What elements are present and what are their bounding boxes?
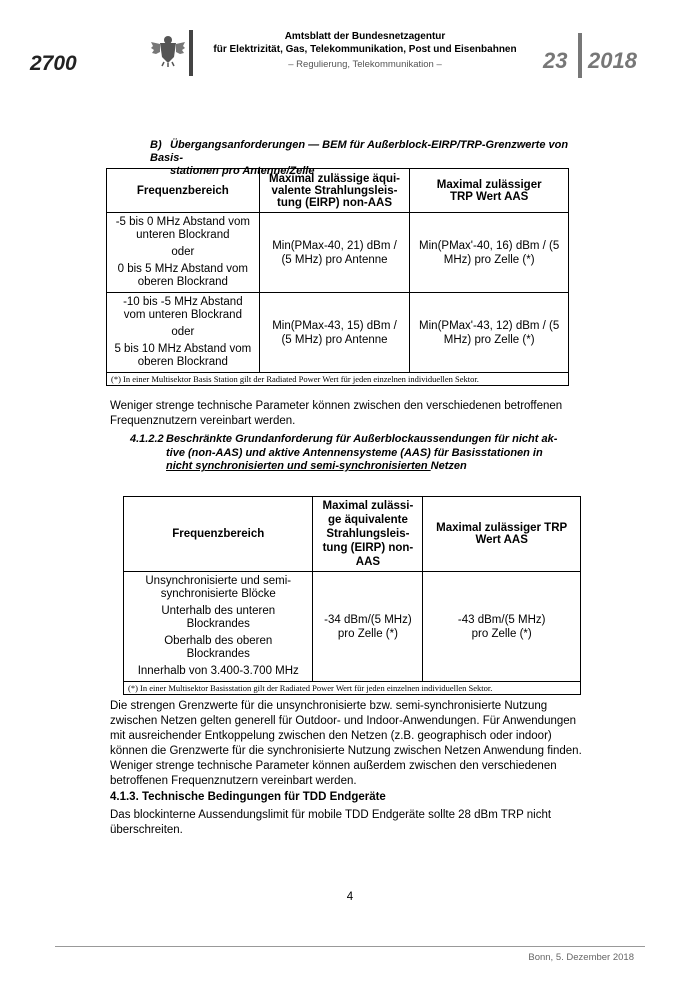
frequency-cell <box>107 293 260 373</box>
paragraph-1: Weniger strenge technische Parameter können zwischen den verschiedenen betroffenen Frequenznutzern vereinbart werden. <box>110 400 563 427</box>
header-divider <box>189 30 193 76</box>
eirp-cell: -34 dBm/(5 MHz) pro Zelle (*) <box>313 572 423 682</box>
issue-number: 2700 <box>30 52 77 75</box>
subsection-number: 4.1.2.2 <box>130 433 164 445</box>
header-frequency: Frequenzbereich <box>107 169 260 213</box>
frequency-text: Unsynchronisierte und semi-synchronisierte Blöcke <box>145 575 292 600</box>
eirp-cell: Min(PMax-40, 21) dBm / (5 MHz) pro Antenne <box>259 213 410 293</box>
subsection-line1: Beschränkte Grundanforderung für Außerblockaussendungen für nicht ak- <box>166 433 558 445</box>
frequency-text: Innerhalb von 3.400-3.700 MHz <box>137 665 299 677</box>
subsection-line3-end: Netzen <box>430 460 467 472</box>
subsection-line2: tive (non-AAS) und aktive Antennensysteme (AAS) für Basisstationen in <box>166 446 543 459</box>
frequency-text: oder <box>171 246 195 258</box>
frequency-cell <box>107 213 260 293</box>
trp-cell: Min(PMax'-40, 16) dBm / (5 MHz) pro Zelle (*) <box>410 213 569 293</box>
trp-cell: Min(PMax'-43, 12) dBm / (5 MHz) pro Zelle (*) <box>410 293 569 373</box>
table-row <box>124 572 581 682</box>
table-row <box>107 293 569 373</box>
footer-divider <box>55 946 645 947</box>
subsection-underlined: nicht synchronisierten und semi-synchronisierten <box>166 460 431 472</box>
federal-eagle-icon <box>150 33 186 67</box>
page-number: 4 <box>346 891 354 903</box>
paragraph-2: Die strengen Grenzwerte für die unsynchronisierte bzw. semi-synchronisierte Nutzung zwischen Netzen gelten generell für Outdoor- und Indoor-Anwendungen. Für Anwendungen mit ausreichender Entkoppelung zwischen den Netzen (z.B. geographisch oder indoor) können die Grenzwerte für die synchronisierte Nutzung zwischen Netzen Anwendung finden. Weniger strenge technische Parameter können außerdem zwischen den verschiedenen betroffenen Frequenznutzern vereinbart werden. <box>110 700 582 787</box>
frequency-text: oder <box>171 326 195 338</box>
issue-no: 23 <box>543 48 568 73</box>
limits-table-2 <box>123 496 581 695</box>
header-divider-right <box>578 33 582 78</box>
trp-cell: -43 dBm/(5 MHz) pro Zelle (*) <box>423 572 581 682</box>
section-b-title-line2: stationen pro Antenne/Zelle <box>170 165 315 177</box>
section-b-label: B) <box>150 139 162 151</box>
frequency-text: -10 bis -5 MHz Abstand vom unteren Blockrand <box>123 296 243 321</box>
footer-date: Bonn, 5. Dezember 2018 <box>528 952 634 963</box>
frequency-text: -5 bis 0 MHz Abstand vom unteren Blockrand <box>115 216 250 241</box>
issue-year: 2018 <box>588 48 637 73</box>
header-trp: Maximal zulässiger TRP Wert AAS <box>423 497 581 572</box>
publisher-title <box>200 30 530 56</box>
subsection-4122-heading <box>130 433 585 474</box>
section-subtitle: – Regulierung, Telekommunikation – <box>288 59 442 70</box>
frequency-text: Unterhalb des unteren Blockrandes <box>161 605 276 630</box>
frequency-text: 5 bis 10 MHz Abstand vom oberen Blockrand <box>114 343 252 368</box>
table-row <box>107 213 569 293</box>
table-footnote: (*) In einer Multisektor Basis Station gilt der Radiated Power Wert für jeden einzelnen individuellen Sektor. <box>107 373 569 386</box>
limits-table-1 <box>106 168 569 386</box>
table-footnote: (*) In einer Multisektor Basisstation gilt der Radiated Power Wert für jeden einzelnen individuellen Sektor. <box>124 682 581 695</box>
frequency-text: Oberhalb des oberen Blockrandes <box>164 635 273 660</box>
section-413-text: Das blockinterne Aussendungslimit für mobile TDD Endgeräte sollte 28 dBm TRP nicht überschreiten. <box>110 809 552 836</box>
publisher-line1: Amtsblatt der Bundesnetzagentur <box>284 31 446 42</box>
section-b-title-line1: Übergangsanforderungen — BEM für Außerblock-EIRP/TRP-Grenzwerte von Basis- <box>150 139 569 164</box>
publisher-line2: für Elektrizität, Gas, Telekommunikation, Post und Eisenbahnen <box>213 44 517 55</box>
header-frequency: Frequenzbereich <box>124 497 313 572</box>
header-eirp: Maximal zulässige äqui-valente Strahlungsleis-tung (EIRP) non-AAS <box>259 169 410 213</box>
header-trp: Maximal zulässiger TRP Wert AAS <box>410 169 569 213</box>
section-413-heading: 4.1.3. Technische Bedingungen für TDD Endgeräte <box>110 791 386 803</box>
eirp-cell: Min(PMax-43, 15) dBm / (5 MHz) pro Antenne <box>259 293 410 373</box>
header-eirp: Maximal zulässi-ge äquivalente Strahlungsleis-tung (EIRP) non-AAS <box>313 497 423 572</box>
frequency-text: 0 bis 5 MHz Abstand vom oberen Blockrand <box>117 263 249 288</box>
frequency-cell <box>124 572 313 682</box>
